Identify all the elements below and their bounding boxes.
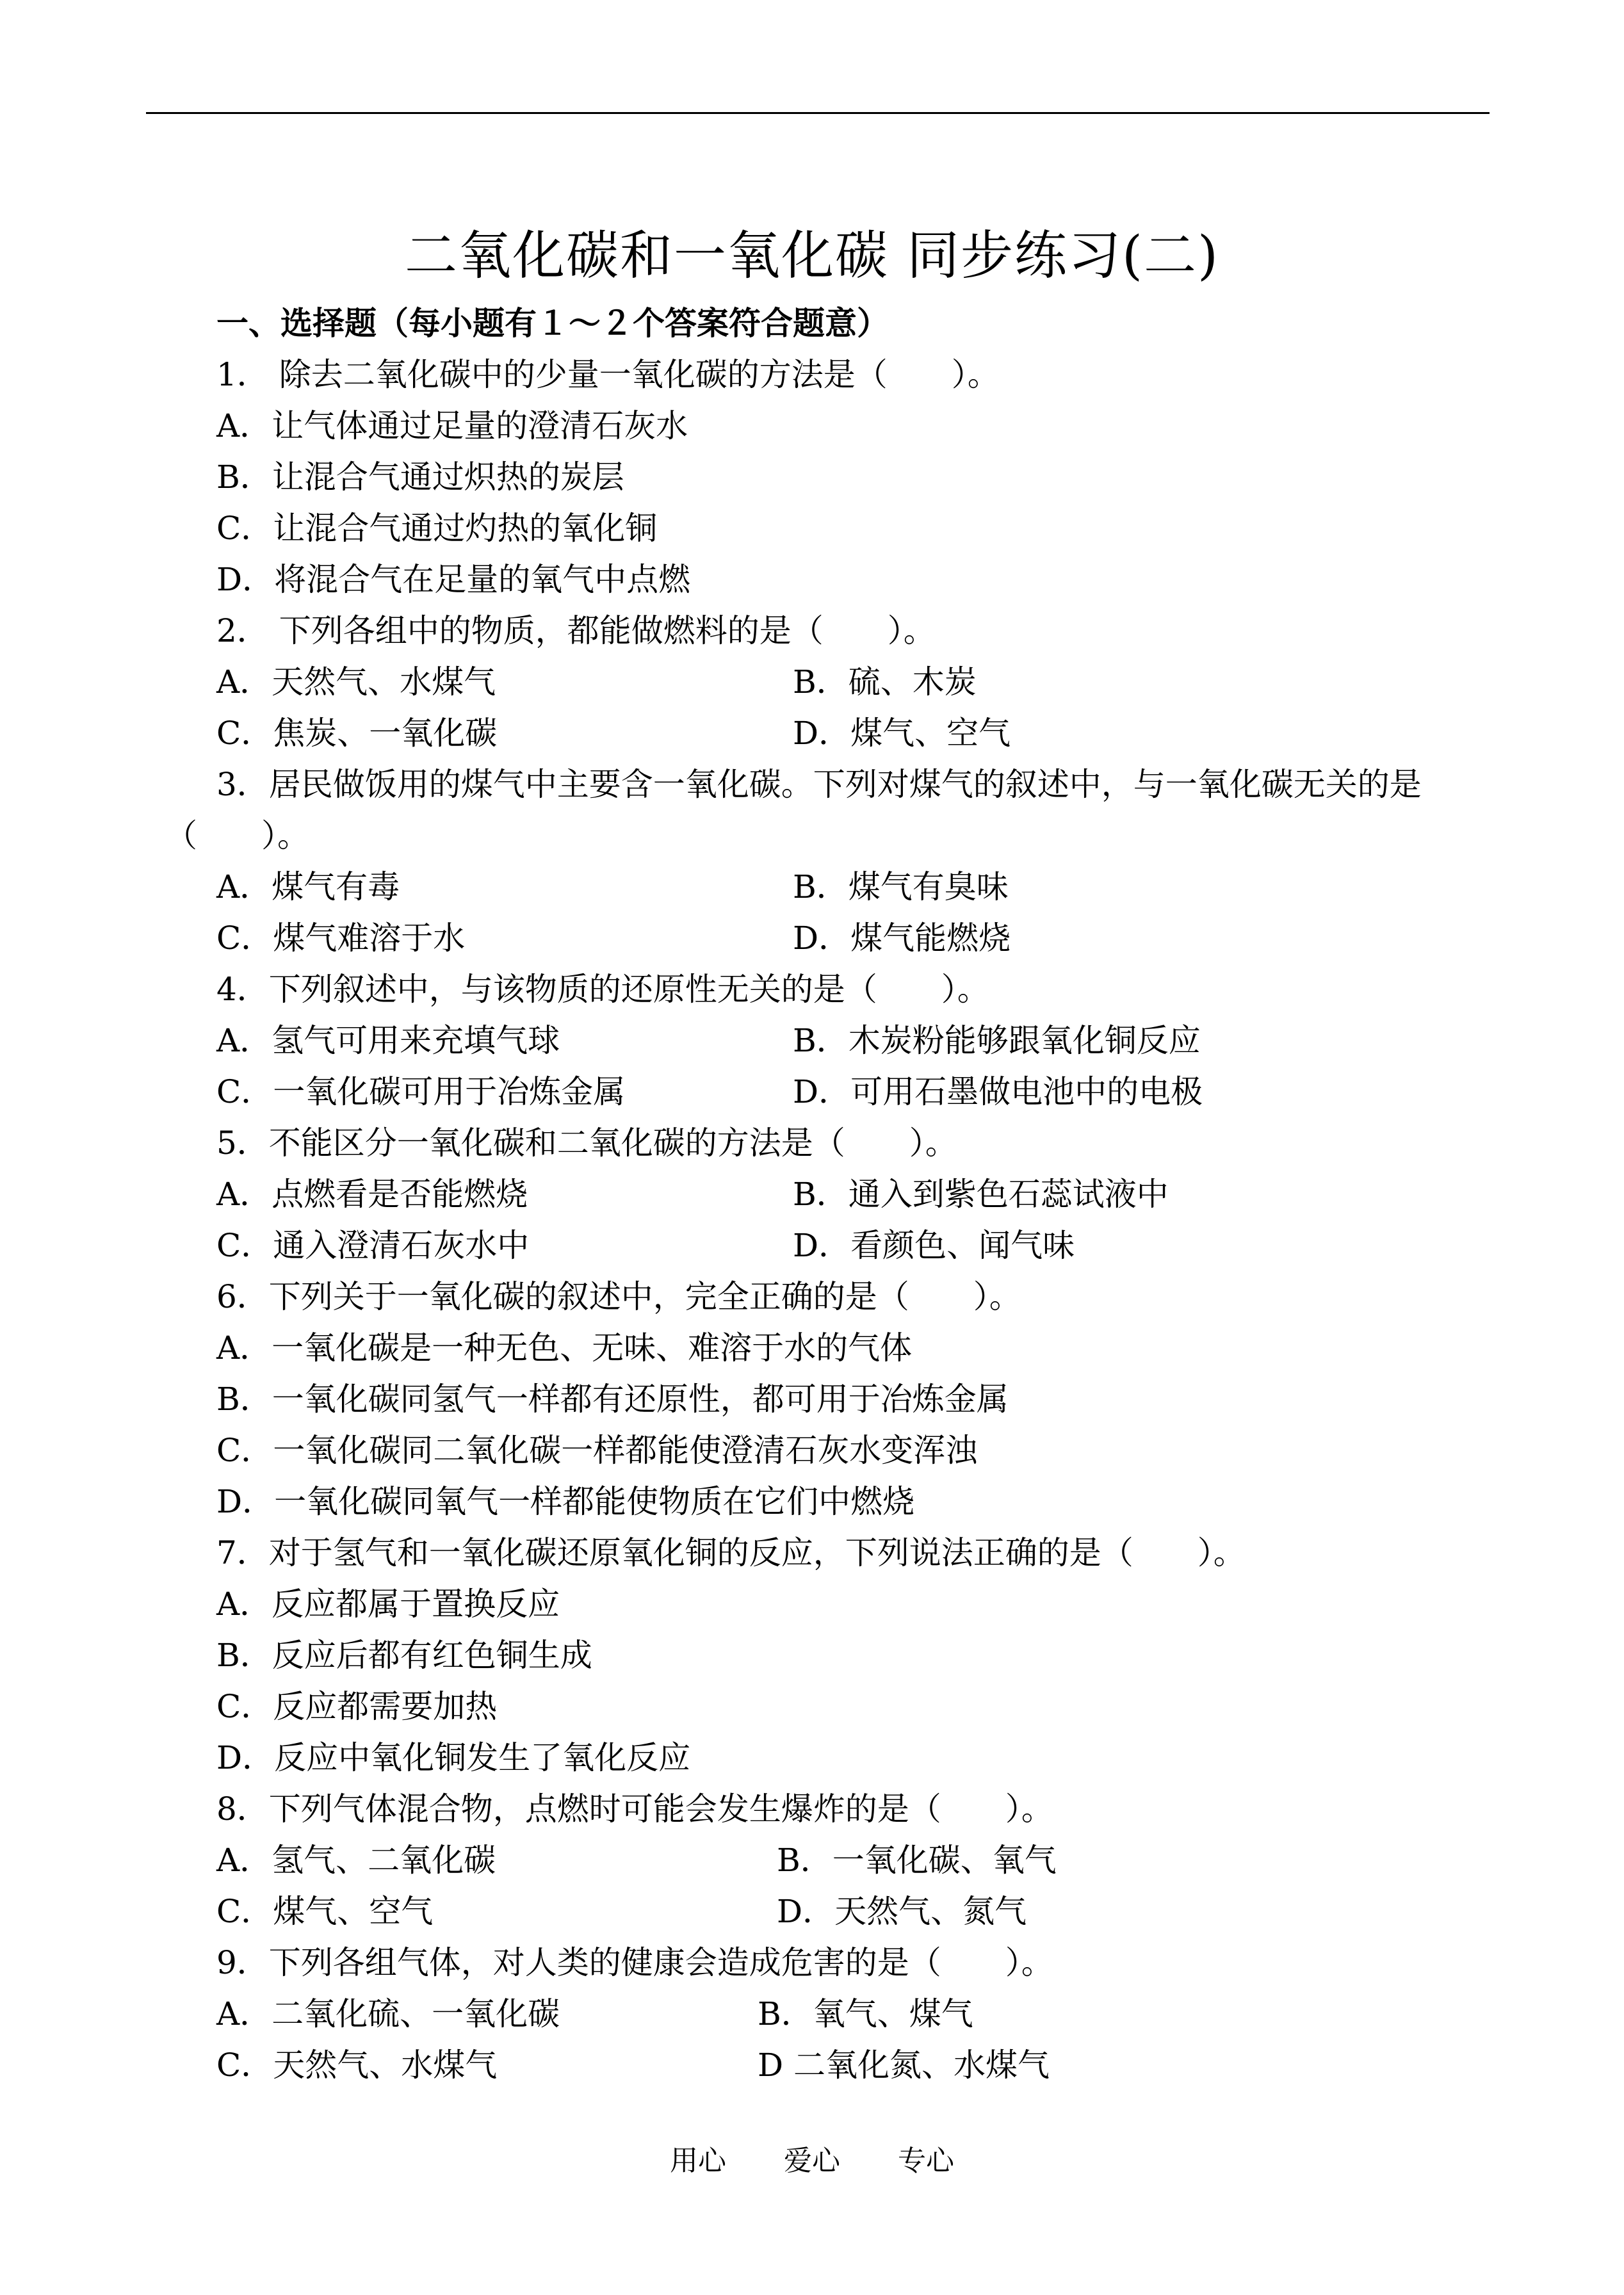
question-8-options-ab: [165, 1835, 1497, 1886]
question-7-option-b: B．反应后都有红色铜生成: [216, 1637, 592, 1674]
question-2-option-c: C．焦炭、一氧化碳: [216, 715, 498, 752]
header-rule: [146, 112, 1490, 114]
question-3-option-d: D．煤气能燃烧: [793, 920, 1011, 957]
question-9-options-cd: [165, 2040, 1497, 2091]
question-3-option-a: A．煤气有毒: [216, 868, 400, 905]
question-1-option-a: A．让气体通过足量的澄清石灰水: [216, 407, 688, 444]
question-4-option-b: B．木炭粉能够跟氧化铜反应: [793, 1022, 1201, 1059]
question-4-stem: 4．下列叙述中，与该物质的还原性无关的是（ ）。: [216, 971, 989, 1008]
question-4-option-d: D．可用石墨做电池中的电极: [793, 1073, 1203, 1110]
question-6-option-a: A．一氧化碳是一种无色、无味、难溶于水的气体: [216, 1329, 913, 1366]
question-2-options-ab: [165, 656, 1497, 708]
question-1-option-c: C．让混合气通过灼热的氧化铜: [216, 510, 658, 547]
question-2-stem: 2． 下列各组中的物质，都能做燃料的是（ ）。: [216, 612, 936, 649]
question-4-options-ab: [165, 1015, 1497, 1066]
question-9-option-d: D 二氧化氮、水煤气: [758, 2047, 1050, 2084]
question-3-stem: 3．居民做饭用的煤气中主要含一氧化碳。下列对煤气的叙述中，与一氧化碳无关的是（ ）。: [165, 766, 1422, 854]
question-5-option-d: D．看颜色、闻气味: [793, 1227, 1075, 1264]
question-7-option-c: C．反应都需要加热: [216, 1688, 498, 1725]
question-1-option-b: B．让混合气通过炽热的炭层: [216, 458, 624, 496]
question-6-option-b: B．一氧化碳同氢气一样都有还原性，都可用于冶炼金属: [216, 1381, 1009, 1418]
question-9-option-b: B．氧气、煤气: [758, 1995, 973, 2032]
question-8-option-a: A．氢气、二氧化碳: [216, 1842, 496, 1879]
question-1-option-d: D．将混合气在足量的氧气中点燃: [216, 561, 691, 598]
question-4-options-cd: [165, 1066, 1497, 1117]
footer-text-2: 爱心: [784, 2145, 840, 2177]
question-4-option-c: C．一氧化碳可用于冶炼金属: [216, 1073, 626, 1110]
question-5-option-b: B．通入到紫色石蕊试液中: [793, 1176, 1169, 1213]
question-2-options-cd: [165, 708, 1497, 759]
question-9-option-c: C．天然气、水煤气: [216, 2047, 498, 2084]
question-1-stem: 1． 除去二氧化碳中的少量一氧化碳的方法是（ ）。: [216, 356, 1000, 393]
section-heading: 一、选择题（每小题有１～２个答案符合题意）: [216, 304, 889, 342]
question-3-option-c: C．煤气难溶于水: [216, 920, 466, 957]
question-2-option-a: A．天然气、水煤气: [216, 663, 496, 701]
question-9-stem: 9．下列各组气体，对人类的健康会造成危害的是（ ）。: [216, 1944, 1053, 1981]
question-8-option-c: C．煤气、空气: [216, 1893, 434, 1930]
question-7-option-a: A．反应都属于置换反应: [216, 1585, 560, 1623]
question-5-option-c: C．通入澄清石灰水中: [216, 1227, 530, 1264]
page-footer: [0, 2136, 1624, 2187]
question-5-stem: 5．不能区分一氧化碳和二氧化碳的方法是（ ）。: [216, 1124, 957, 1162]
question-list: [165, 298, 1497, 2091]
question-9-option-a: A．二氧化硫、一氧化碳: [216, 1995, 560, 2032]
question-8-option-d: D．天然气、氮气: [777, 1893, 1027, 1930]
question-7-stem: 7．对于氢气和一氧化碳还原氧化铜的反应，下列说法正确的是（ ）。: [216, 1534, 1246, 1571]
question-5-option-a: A．点燃看是否能燃烧: [216, 1176, 528, 1213]
footer-text-3: 专心: [898, 2145, 954, 2177]
question-3-options-ab: [165, 861, 1497, 912]
question-8-stem: 8．下列气体混合物，点燃时可能会发生爆炸的是（ ）。: [216, 1790, 1053, 1828]
page-title: 二氧化碳和一氧化碳 同步练习(二): [404, 225, 1220, 286]
footer-text-1: 用心: [670, 2145, 726, 2177]
question-6-option-c: C．一氧化碳同二氧化碳一样都能使澄清石灰水变浑浊: [216, 1432, 978, 1469]
question-6-stem: 6．下列关于一氧化碳的叙述中，完全正确的是（ ）。: [216, 1278, 1021, 1315]
question-5-options-ab: [165, 1169, 1497, 1220]
question-9-options-ab: [165, 1988, 1497, 2040]
question-5-options-cd: [165, 1220, 1497, 1271]
question-7-option-d: D．反应中氧化铜发生了氧化反应: [216, 1739, 691, 1776]
question-8-options-cd: [165, 1886, 1497, 1937]
question-2-option-b: B．硫、木炭: [793, 663, 977, 701]
question-6-option-d: D．一氧化碳同氧气一样都能使物质在它们中燃烧: [216, 1483, 915, 1520]
question-3-option-b: B．煤气有臭味: [793, 868, 1009, 905]
question-3-options-cd: [165, 912, 1497, 964]
question-2-option-d: D．煤气、空气: [793, 715, 1011, 752]
question-4-option-a: A．氢气可用来充填气球: [216, 1022, 560, 1059]
question-8-option-b: B．一氧化碳、氧气: [777, 1842, 1057, 1879]
